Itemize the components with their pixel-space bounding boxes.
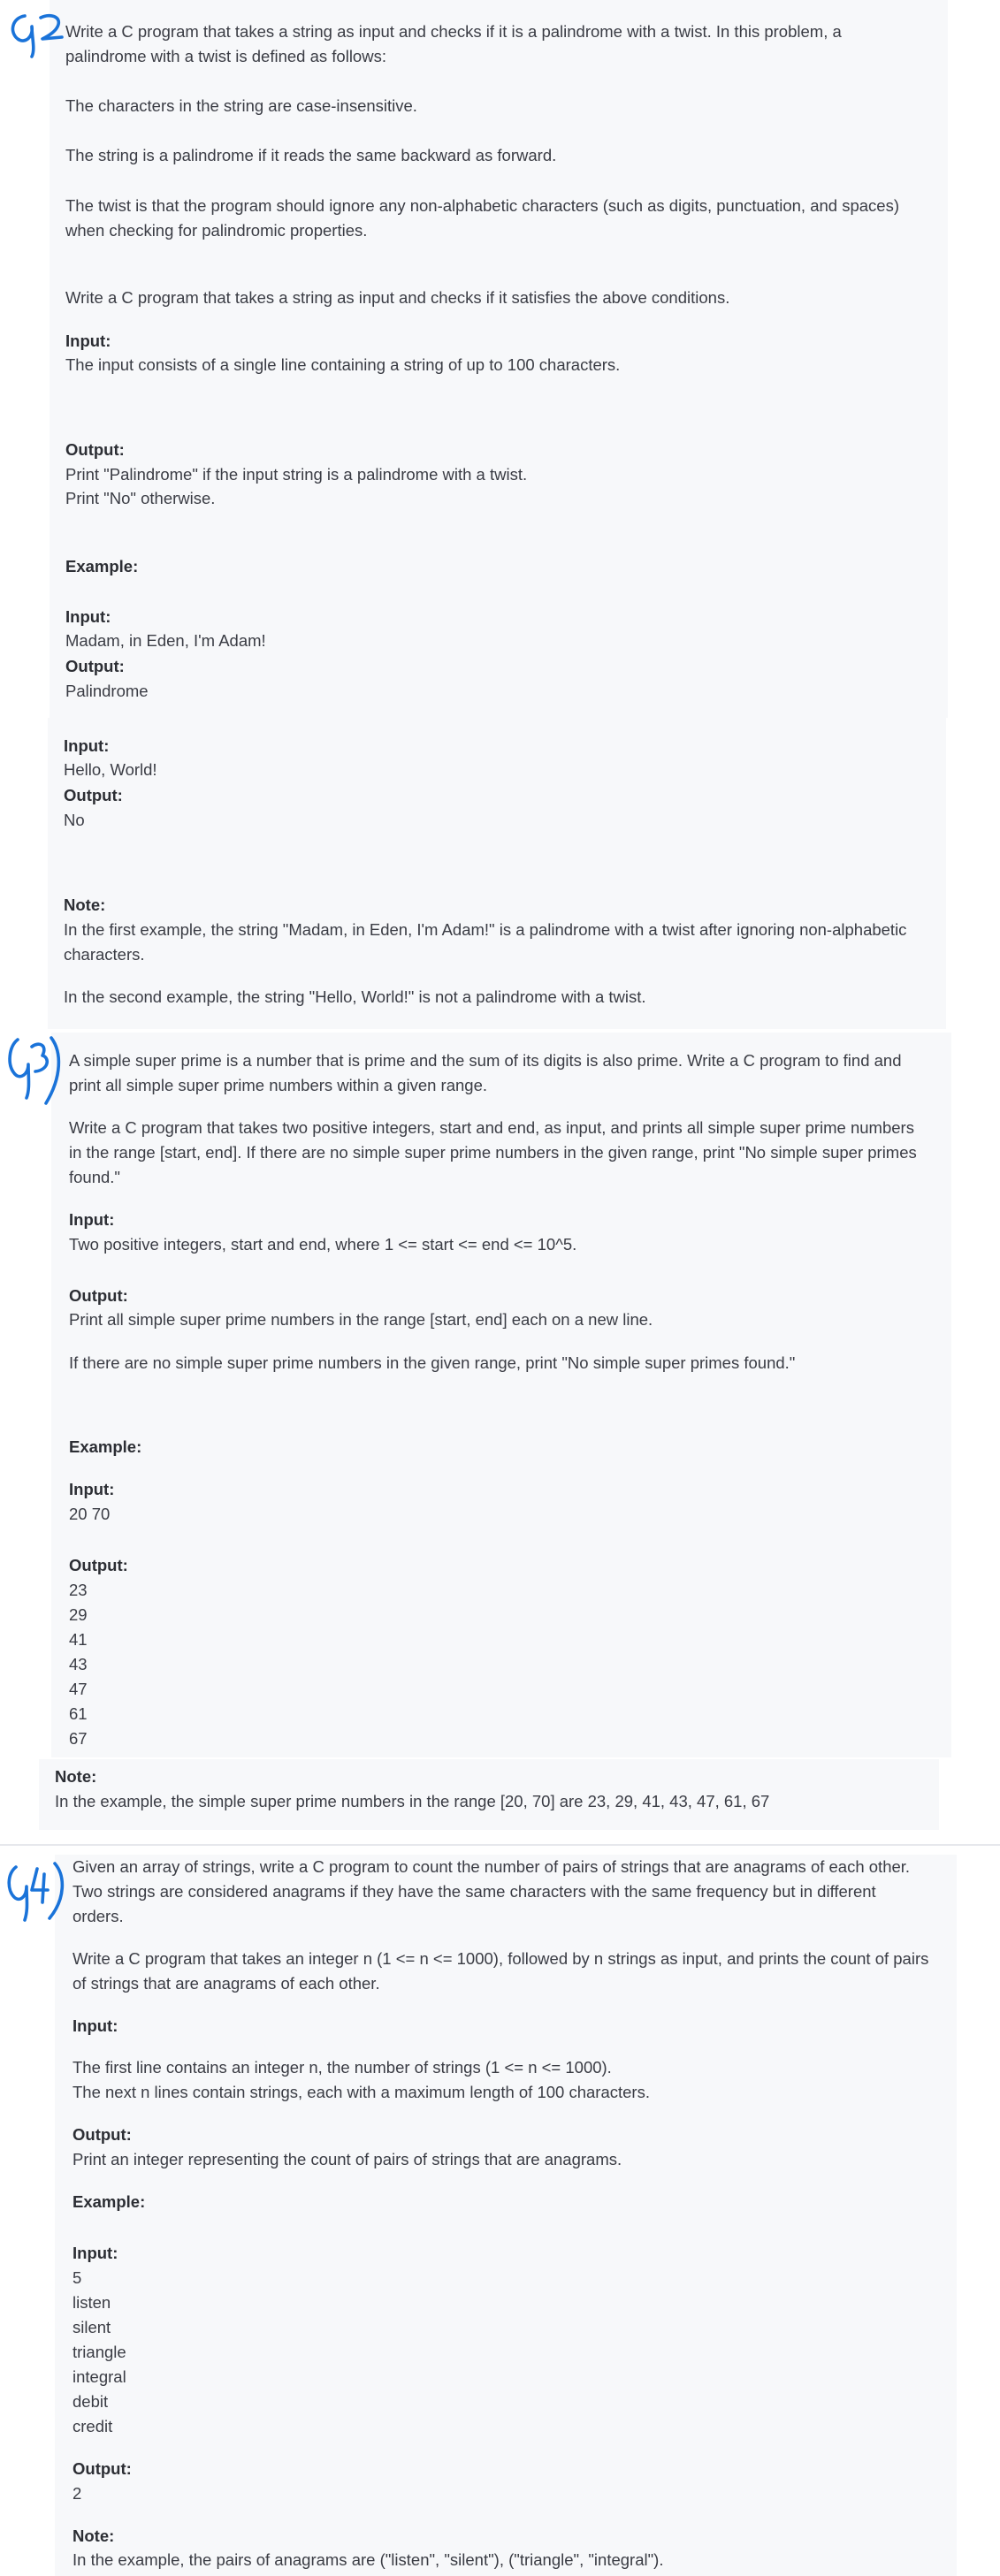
q3-output-value: 29 [69,1605,88,1624]
q3-output-heading: Output: [69,1286,128,1305]
q2-example1-output: Palindrome [65,682,149,700]
q4-line-3: Write a C program that takes an integer n (1 <= n <= 1000), followed by n strings as input, and prints the count of pairs [73,1949,929,1968]
q3-line-4: found." [69,1168,121,1186]
q3-line-2: Write a C program that takes two positive integers, start and end, as input, and prints all simple super prime numbers [69,1118,914,1137]
q4-line-2: orders. [73,1907,124,1925]
q2-line-0: Write a C program that takes a string as input and checks if it is a palindrome with a twist. In this problem, a [65,22,842,41]
q3-output-value: 61 [69,1704,88,1723]
q4-line-1: Two strings are considered anagrams if they have the same characters with the same frequency but in different [73,1882,876,1901]
q2-example2-output: No [64,811,85,829]
q4-line-6: The first line contains an integer n, the number of strings (1 <= n <= 1000). [73,2058,612,2077]
q2-line-22: In the first example, the string "Madam, in Eden, I'm Adam!" is a palindrome with a twist after ignoring non-alphabetic [64,920,907,939]
q3-line-3: in the range [start, end]. If there are no simple super prime numbers in the given range, print "No simple super primes [69,1143,917,1162]
q3-example-heading: Example: [69,1437,142,1456]
q4-example-input-heading: Input: [73,2244,118,2262]
q3-example-output-heading: Output: [69,1556,128,1574]
q2-example1-input-heading: Input: [65,607,111,626]
q2-line-2: The characters in the string are case-insensitive. [65,96,417,115]
q3-line-9: If there are no simple super prime numbers in the given range, print "No simple super primes found." [69,1353,796,1372]
divider [0,1844,1000,1846]
q2-example2-output-heading: Output: [64,786,123,804]
q2-example1-input: Madam, in Eden, I'm Adam! [65,631,266,650]
q4-input-value: silent [73,2318,111,2336]
q2-input-heading: Input: [65,332,111,350]
q4-line-7: The next n lines contain strings, each with a maximum length of 100 characters. [73,2083,650,2101]
q3-line-1: print all simple super prime numbers within a given range. [69,1076,487,1094]
q4-example-heading: Example: [73,2192,146,2211]
q3-note-text: In the example, the simple super prime numbers in the range [20, 70] are 23, 29, 41, 43, 47, 61, 67 [55,1792,770,1810]
q3-handwritten-marker-icon [4,1034,65,1110]
q4-note-heading: Note: [73,2526,115,2545]
q2-line-24: In the second example, the string "Hello, World!" is not a palindrome with a twist. [64,987,646,1006]
q2-panel-bottom [48,718,946,1029]
q4-line-4: of strings that are anagrams of each other. [73,1974,380,1993]
q2-line-6: Write a C program that takes a string as input and checks if it satisfies the above conditions. [65,288,730,307]
q3-note-heading: Note: [55,1767,97,1786]
q4-input-value: credit [73,2417,113,2435]
q3-output-value: 67 [69,1729,88,1748]
q4-output-value: 2 [73,2484,82,2503]
q3-output-value: 43 [69,1655,88,1673]
q4-input-value: 5 [73,2268,82,2287]
q2-line-8: The input consists of a single line containing a string of up to 100 characters. [65,355,621,374]
q4-line-0: Given an array of strings, write a C program to count the number of pairs of strings that are anagrams of each other. [73,1857,911,1876]
q3-line-0: A simple super prime is a number that is prime and the sum of its digits is also prime. Write a C program to find and [69,1051,902,1070]
q2-line-23: characters. [64,945,145,964]
q3-input-heading: Input: [69,1210,115,1229]
q3-example-input-heading: Input: [69,1480,115,1498]
q4-example-output-heading: Output: [73,2459,132,2478]
q2-example2-input-heading: Input: [64,736,110,755]
q2-line-10: Print "Palindrome" if the input string is a palindrome with a twist. [65,465,528,484]
q4-line-9: Print an integer representing the count of pairs of strings that are anagrams. [73,2150,622,2168]
q4-note-text: In the example, the pairs of anagrams are ("listen", "silent"), ("triangle", "integral"). [73,2550,664,2569]
q3-output-value: 47 [69,1680,88,1698]
q2-line-11: Print "No" otherwise. [65,489,216,507]
q4-input-value: integral [73,2367,126,2386]
q2-output-heading: Output: [65,440,125,459]
q3-example-input: 20 70 [69,1505,111,1523]
q2-handwritten-marker-icon [5,7,67,60]
q2-example2-input: Hello, World! [64,760,157,779]
q2-line-4: The twist is that the program should ignore any non-alphabetic characters (such as digits, punctuation, and spaces) [65,196,899,215]
q4-handwritten-marker-icon [4,1860,67,1927]
q2-example-heading: Example: [65,557,139,575]
q4-input-value: debit [73,2392,109,2411]
q2-line-5: when checking for palindromic properties. [65,221,368,240]
q2-line-3: The string is a palindrome if it reads the same backward as forward. [65,146,557,164]
q4-input-heading: Input: [73,2016,118,2035]
q3-line-8: Print all simple super prime numbers in the range [start, end] each on a new line. [69,1310,653,1329]
q2-note-heading: Note: [64,896,106,914]
q4-input-value: triangle [73,2343,126,2361]
q3-output-value: 23 [69,1581,88,1599]
q3-line-6: Two positive integers, start and end, where 1 <= start <= end <= 10^5. [69,1235,577,1254]
q2-line-1: palindrome with a twist is defined as follows: [65,47,386,65]
q3-output-value: 41 [69,1630,88,1649]
q4-output-heading: Output: [73,2125,132,2144]
q4-input-value: listen [73,2293,111,2312]
q2-example1-output-heading: Output: [65,657,125,675]
